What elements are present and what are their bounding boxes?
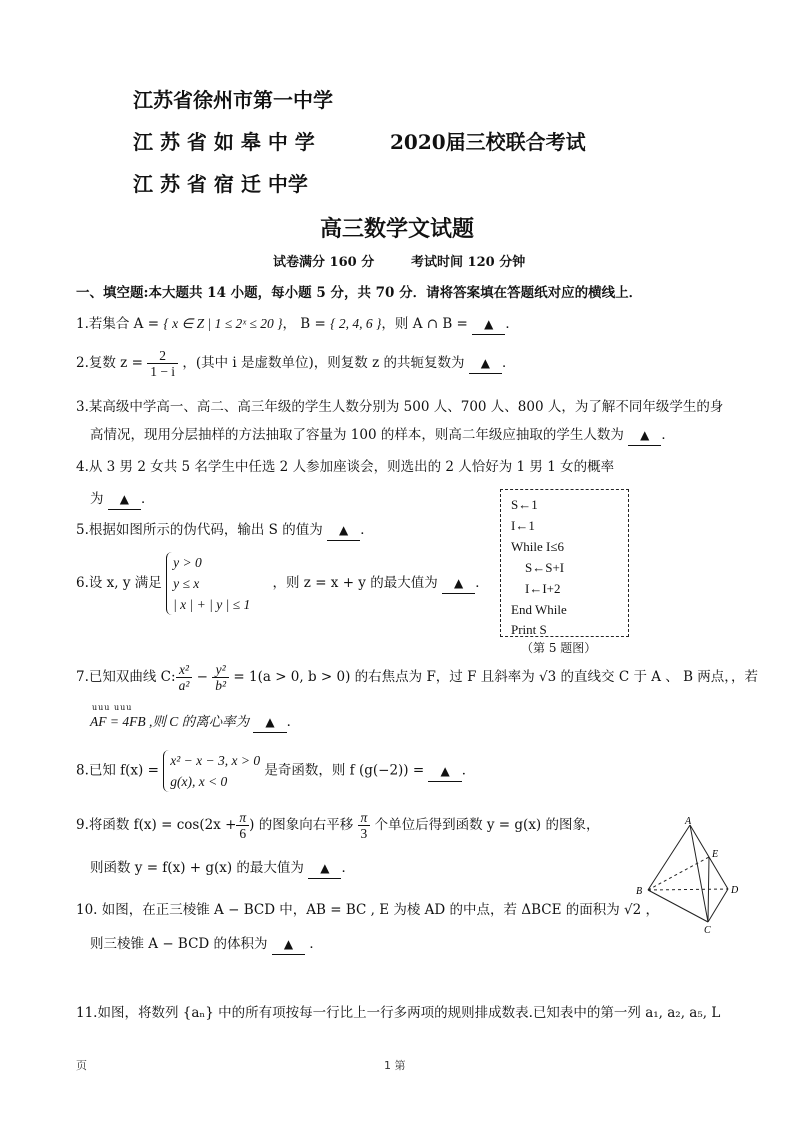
question-7-line-2: AF = 4FB ,则 C 的离心率为 ▲ ． — [90, 712, 300, 733]
q9-six: 6 — [239, 826, 247, 841]
triangle-mark: ▲ — [119, 492, 130, 506]
triangle-mark: ▲ — [480, 356, 491, 370]
footer-page-label: 页 — [76, 1059, 87, 1072]
school-name-1: 江苏省徐州市第一中学 — [133, 88, 333, 112]
triangle-mark: ▲ — [454, 576, 464, 590]
exam-name: 2020届三校联合考试 — [390, 130, 586, 154]
question-5: 5.根据如图所示的伪代码，输出 S 的值为 ▲ ． — [76, 520, 374, 541]
q7-x-num: x² — [176, 662, 193, 678]
triangle-mark: ▲ — [283, 937, 294, 951]
q7-y-den: b² — [215, 678, 227, 693]
answer-blank — [628, 425, 661, 446]
q8-piecewise — [163, 750, 260, 792]
q7-vector-marks: uuu uuu — [92, 703, 133, 712]
label-b: B — [636, 886, 643, 897]
question-10-line-2: 则三棱锥 A − BCD 的体积为 ▲ ． — [90, 934, 323, 955]
q6-constraint-3: | x | + | y | ≤ 1 — [173, 597, 251, 612]
question-10-line-1: 10. 如图，在正三棱锥 A − BCD 中，AB = BC , E 为棱 AD 的中点，若 ΔBCE 的面积为 √2 ， — [76, 902, 660, 918]
question-1: 1.若集合 A = { x ∈ Z | 1 ≤ 2ˣ ≤ 20 }， B = { 2, 4, 6 }，则 A ∩ B = ▲ ． — [76, 314, 519, 335]
q6-constraint-1: y > 0 — [173, 555, 202, 570]
q3-line2-text: 高情况，现用分层抽样的方法抽取了容量为 100 的样本，则高二年级应抽取的学生人数为 — [90, 427, 624, 443]
school-name-3: 江 苏 省 宿 迁 中学 — [133, 172, 308, 196]
q1-set-a: { x ∈ Z | 1 ≤ 2ˣ ≤ 20 } — [163, 316, 283, 331]
code-line-1: S←1 — [511, 497, 538, 512]
q9-pi-2: π — [358, 810, 371, 826]
footer-page-number: 1 第 — [384, 1059, 406, 1072]
q2-suffix: ，(其中 i 是虚数单位)，则复数 z 的共轭复数为 — [182, 355, 465, 371]
q9-pi: π — [236, 810, 249, 826]
q7-prefix: 7.已知双曲线 C: — [76, 669, 176, 685]
q6-constraint-2: y ≤ x — [173, 576, 200, 591]
q7-frac-x — [176, 662, 193, 693]
question-3-line-2: 高情况，现用分层抽样的方法抽取了容量为 100 的样本，则高二年级应抽取的学生人数为 ▲ ． — [90, 425, 675, 446]
school-name-2: 江 苏 省 如 皋 中 学 — [133, 130, 315, 154]
question-4-line-1: 4.从 3 男 2 女共 5 名学生中任选 2 人参加座谈会，则选出的 2 人恰好为 1 男 1 女的概率 — [76, 459, 615, 475]
page-title: 高三数学文试题 — [319, 216, 474, 242]
q2-prefix: 2.复数 z = — [76, 355, 143, 371]
q7-y-num: y² — [212, 662, 229, 678]
q6-suffix: ，则 z = x + y 的最大值为 — [272, 575, 438, 591]
answer-blank — [469, 353, 502, 374]
q7-x-den: a² — [178, 678, 190, 693]
triangle-mark: ▲ — [484, 317, 494, 331]
code-line-7: Print S — [511, 622, 547, 637]
section-heading: 一、填空题:本大题共 14 小题，每小题 5 分，共 70 分．请将答案填在答题纸对应的横线上． — [76, 285, 643, 301]
q8-prefix: 8.已知 f(x) = — [76, 762, 159, 779]
question-4-line-2: 为 ▲ ． — [90, 489, 155, 510]
question-8: 8.已知 f(x) = x² − x − 3, x > 0 g(x), x < 0 是奇函数，则 f (g(−2)) = ▲ ． — [76, 750, 475, 792]
q1-prefix: 1.若集合 A = — [76, 316, 164, 332]
q2-denominator: 1 − i — [150, 364, 176, 379]
answer-blank — [327, 520, 360, 541]
q1-mid: ， B = — [282, 316, 331, 332]
q8-suffix: 是奇函数，则 f (g(−2)) = — [264, 762, 425, 779]
q1-set-b: { 2, 4, 6 } — [330, 316, 382, 331]
q9-mid: ) 的图象向右平移 — [249, 817, 354, 833]
q8-case-2: g(x), x < 0 — [170, 774, 228, 789]
q9-line2-text: 则函数 y = f(x) + g(x) 的最大值为 — [90, 860, 304, 876]
pseudocode-box — [500, 489, 629, 637]
code-line-3: While I≤6 — [511, 539, 564, 554]
question-2: 2.复数 z = $\frac{2}{1 - i}$ ，(其中 i 是虚数单位)，则复数 z 的共轭复数为 ▲ ． — [76, 348, 516, 379]
q7-frac-y — [212, 662, 229, 693]
triangle-mark: ▲ — [320, 861, 330, 875]
q6-prefix: 6.设 x, y 满足 — [76, 575, 162, 591]
q8-case-1: x² − x − 3, x > 0 — [170, 753, 261, 768]
code-line-4: S←S+I — [525, 560, 565, 575]
q2-numerator: 2 — [147, 348, 178, 364]
q6-constraint-system — [166, 552, 250, 615]
code-line-5: I←I+2 — [525, 581, 561, 596]
q4-line2-text: 为 — [90, 491, 104, 507]
answer-blank — [308, 858, 341, 879]
answer-blank — [253, 712, 286, 733]
label-a: A — [685, 816, 692, 827]
q5-text: 5.根据如图所示的伪代码，输出 S 的值为 — [76, 522, 323, 538]
triangle-mark: ▲ — [339, 523, 349, 537]
label-e: E — [712, 849, 719, 860]
answer-blank — [472, 314, 505, 335]
q9-frac-pi-6 — [236, 810, 249, 841]
question-7-line-1: 7.已知双曲线 C: $\frac{\text{x²}}{\text{a²}}$ − $\frac{\text{y²}}{\text{b²}}$ = 1(a > 0, b > 0) 的右焦点为 F，过 F 且斜率为 √3 的直线交 C 于 A 、 B 两点，，若 — [76, 662, 759, 693]
question-9-line-1 — [76, 810, 600, 841]
q9-frac-pi-3 — [358, 810, 371, 841]
q9-three: 3 — [360, 826, 368, 841]
code-line-2: I←1 — [511, 518, 535, 533]
label-c: C — [704, 925, 711, 935]
q9-prefix: 9.将函数 f(x) = cos(2x + — [76, 817, 237, 833]
code-line-6: End While — [511, 602, 567, 617]
exam-time: 考试时间 120 分钟 — [411, 255, 526, 270]
triangle-mark: ▲ — [440, 763, 450, 778]
triangle-mark: ▲ — [265, 715, 275, 729]
triangle-mark: ▲ — [640, 428, 650, 442]
q2-fraction — [147, 348, 178, 379]
q1-suffix: ，则 A ∩ B = — [381, 316, 468, 332]
answer-blank — [108, 489, 141, 510]
label-d: D — [731, 885, 739, 896]
q10-line2-text: 则三棱锥 A − BCD 的体积为 — [90, 936, 268, 952]
q7-line2-text: AF = 4FB ,则 C 的离心率为 — [90, 714, 250, 729]
answer-blank — [272, 934, 305, 955]
figure-caption-q5: （第 5 题图） — [521, 641, 597, 655]
answer-blank — [428, 761, 461, 782]
q9-suffix: 个单位后得到函数 y = g(x) 的图象， — [374, 817, 600, 833]
question-11-line-1: 11.如图，将数列 {aₙ} 中的所有项按每一行比上一行多两项的规则排成数表.已知表中的第一列 a₁, a₂, a₅, L — [76, 1005, 721, 1021]
exam-score: 试卷满分 160 分 — [273, 255, 375, 270]
q7-equation: = 1(a > 0, b > 0) 的右焦点为 F，过 F 且斜率为 √3 的直线交 C 于 A 、 B 两点，，若 — [233, 669, 759, 685]
answer-blank — [442, 573, 475, 594]
question-9-line-2: 则函数 y = f(x) + g(x) 的最大值为 ▲ ． — [90, 858, 355, 879]
question-6: 6.设 x, y 满足 y > 0 y ≤ x | x | + | y | ≤ 1 ，则 z = x + y 的最大值为 ▲ ． — [76, 552, 489, 615]
question-3-line-1: 3.某高级中学高一、高二、高三年级的学生人数分别为 500 人、700 人、800 人，为了解不同年级学生的身 — [76, 399, 724, 415]
